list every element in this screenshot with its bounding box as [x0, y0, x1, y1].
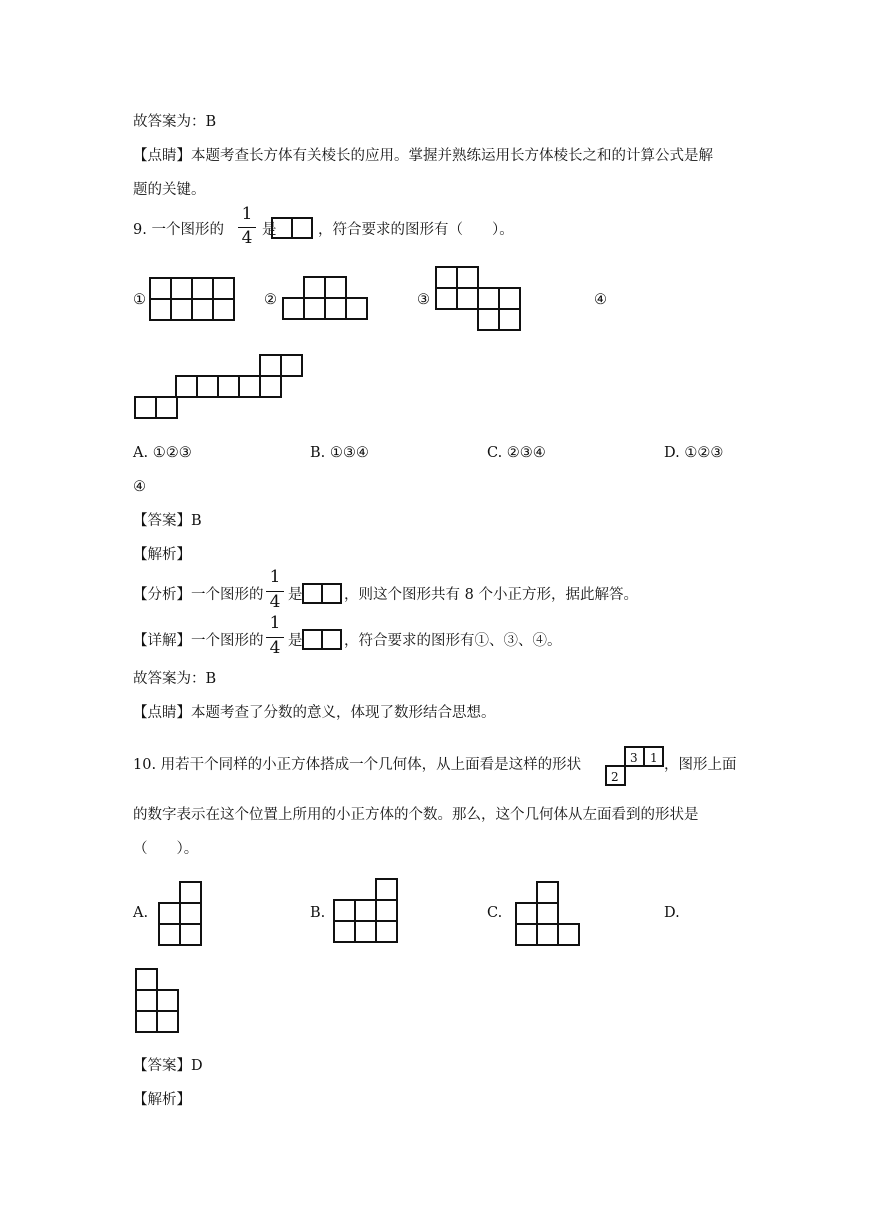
- q10-option-a-figure: [158, 881, 208, 949]
- q10-option-c-figure: [515, 881, 585, 949]
- q9-two-square-figure: [271, 217, 315, 241]
- q9-figure-label-3: ③: [417, 292, 430, 308]
- q10-top-view-number-1: 1: [650, 751, 658, 765]
- q10-option-d-label: D.: [664, 905, 680, 921]
- q9-figure-1: [149, 277, 239, 323]
- q9-option-a: A. ①②③: [133, 445, 192, 461]
- q9-stem-part-b: 是: [262, 222, 277, 238]
- q9-figure-3: [435, 266, 527, 334]
- q9-stem-part-c: ，符合要求的图形有（ ）。: [318, 222, 514, 238]
- q10-stem-line-3: （ ）。: [133, 841, 199, 857]
- q9-analysis-fraction-numerator: 1: [269, 567, 281, 587]
- q9-detail-two-square-figure: [302, 629, 344, 651]
- q9-answer: 【答案】B: [133, 513, 202, 529]
- q9-fraction-numerator: 1: [241, 204, 253, 224]
- q9-figure-label-4: ④: [594, 292, 607, 308]
- q9-detail-fraction-numerator: 1: [269, 613, 281, 633]
- q9-option-c: C. ②③④: [487, 445, 546, 461]
- q9-comment: 【点睛】本题考查了分数的意义，体现了数形结合思想。: [133, 705, 496, 721]
- q9-analysis-part-c: ，则这个图形共有 8 个小正方形，据此解答。: [344, 587, 638, 603]
- q9-option-d: D. ①②③: [664, 445, 724, 461]
- q10-stem-line-2: 的数字表示在这个位置上所用的小正方体的个数。那么，这个几何体从左面看到的形状是: [133, 807, 699, 823]
- q9-detail-part-b: 是: [288, 633, 303, 649]
- q10-stem-part-b: ，图形上面: [664, 757, 737, 773]
- q9-detail-fraction-denominator: 4: [269, 638, 281, 658]
- q9-analysis-title: 【解析】: [133, 547, 191, 563]
- q9-analysis-part-b: 是: [288, 587, 303, 603]
- q10-top-view-number-3: 3: [630, 751, 638, 765]
- q9-option-d-wrap: ④: [133, 479, 146, 495]
- q9-detail-part-a: 【详解】一个图形的: [133, 633, 264, 649]
- q10-option-a-label: A.: [133, 905, 149, 921]
- q9-figure-label-2: ②: [264, 292, 277, 308]
- q10-analysis-title: 【解析】: [133, 1092, 191, 1108]
- q9-analysis-fraction-denominator: 4: [269, 592, 281, 612]
- q10-top-view-number-2: 2: [611, 770, 619, 784]
- prev-answer-line: 故答案为：B: [133, 114, 217, 130]
- q9-figure-2: [282, 276, 372, 322]
- prev-comment-line-1: 【点睛】本题考查长方体有关棱长的应用。掌握并熟练运用长方体棱长之和的计算公式是解: [133, 148, 713, 164]
- q9-final-answer: 故答案为：B: [133, 671, 217, 687]
- q9-detail-part-c: ，符合要求的图形有①、③、④。: [344, 633, 562, 649]
- q9-figure-4: [134, 354, 304, 422]
- q9-stem-part-a: 9. 一个图形的: [133, 222, 224, 238]
- q10-option-d-figure: [135, 968, 185, 1036]
- q10-option-c-label: C.: [487, 905, 503, 921]
- q9-figure-label-1: ①: [133, 292, 146, 308]
- q9-analysis-part-a: 【分析】一个图形的: [133, 587, 264, 603]
- q10-option-b-figure: [333, 878, 403, 946]
- q10-option-b-label: B.: [310, 905, 326, 921]
- q10-stem-part-a: 10. 用若干个同样的小正方体搭成一个几何体，从上面看是这样的形状: [133, 757, 582, 773]
- q9-option-b: B. ①③④: [310, 445, 369, 461]
- q10-answer: 【答案】D: [133, 1058, 203, 1074]
- prev-comment-line-2: 题的关键。: [133, 182, 206, 198]
- q9-analysis-two-square-figure: [302, 583, 344, 605]
- q9-fraction-denominator: 4: [241, 228, 253, 248]
